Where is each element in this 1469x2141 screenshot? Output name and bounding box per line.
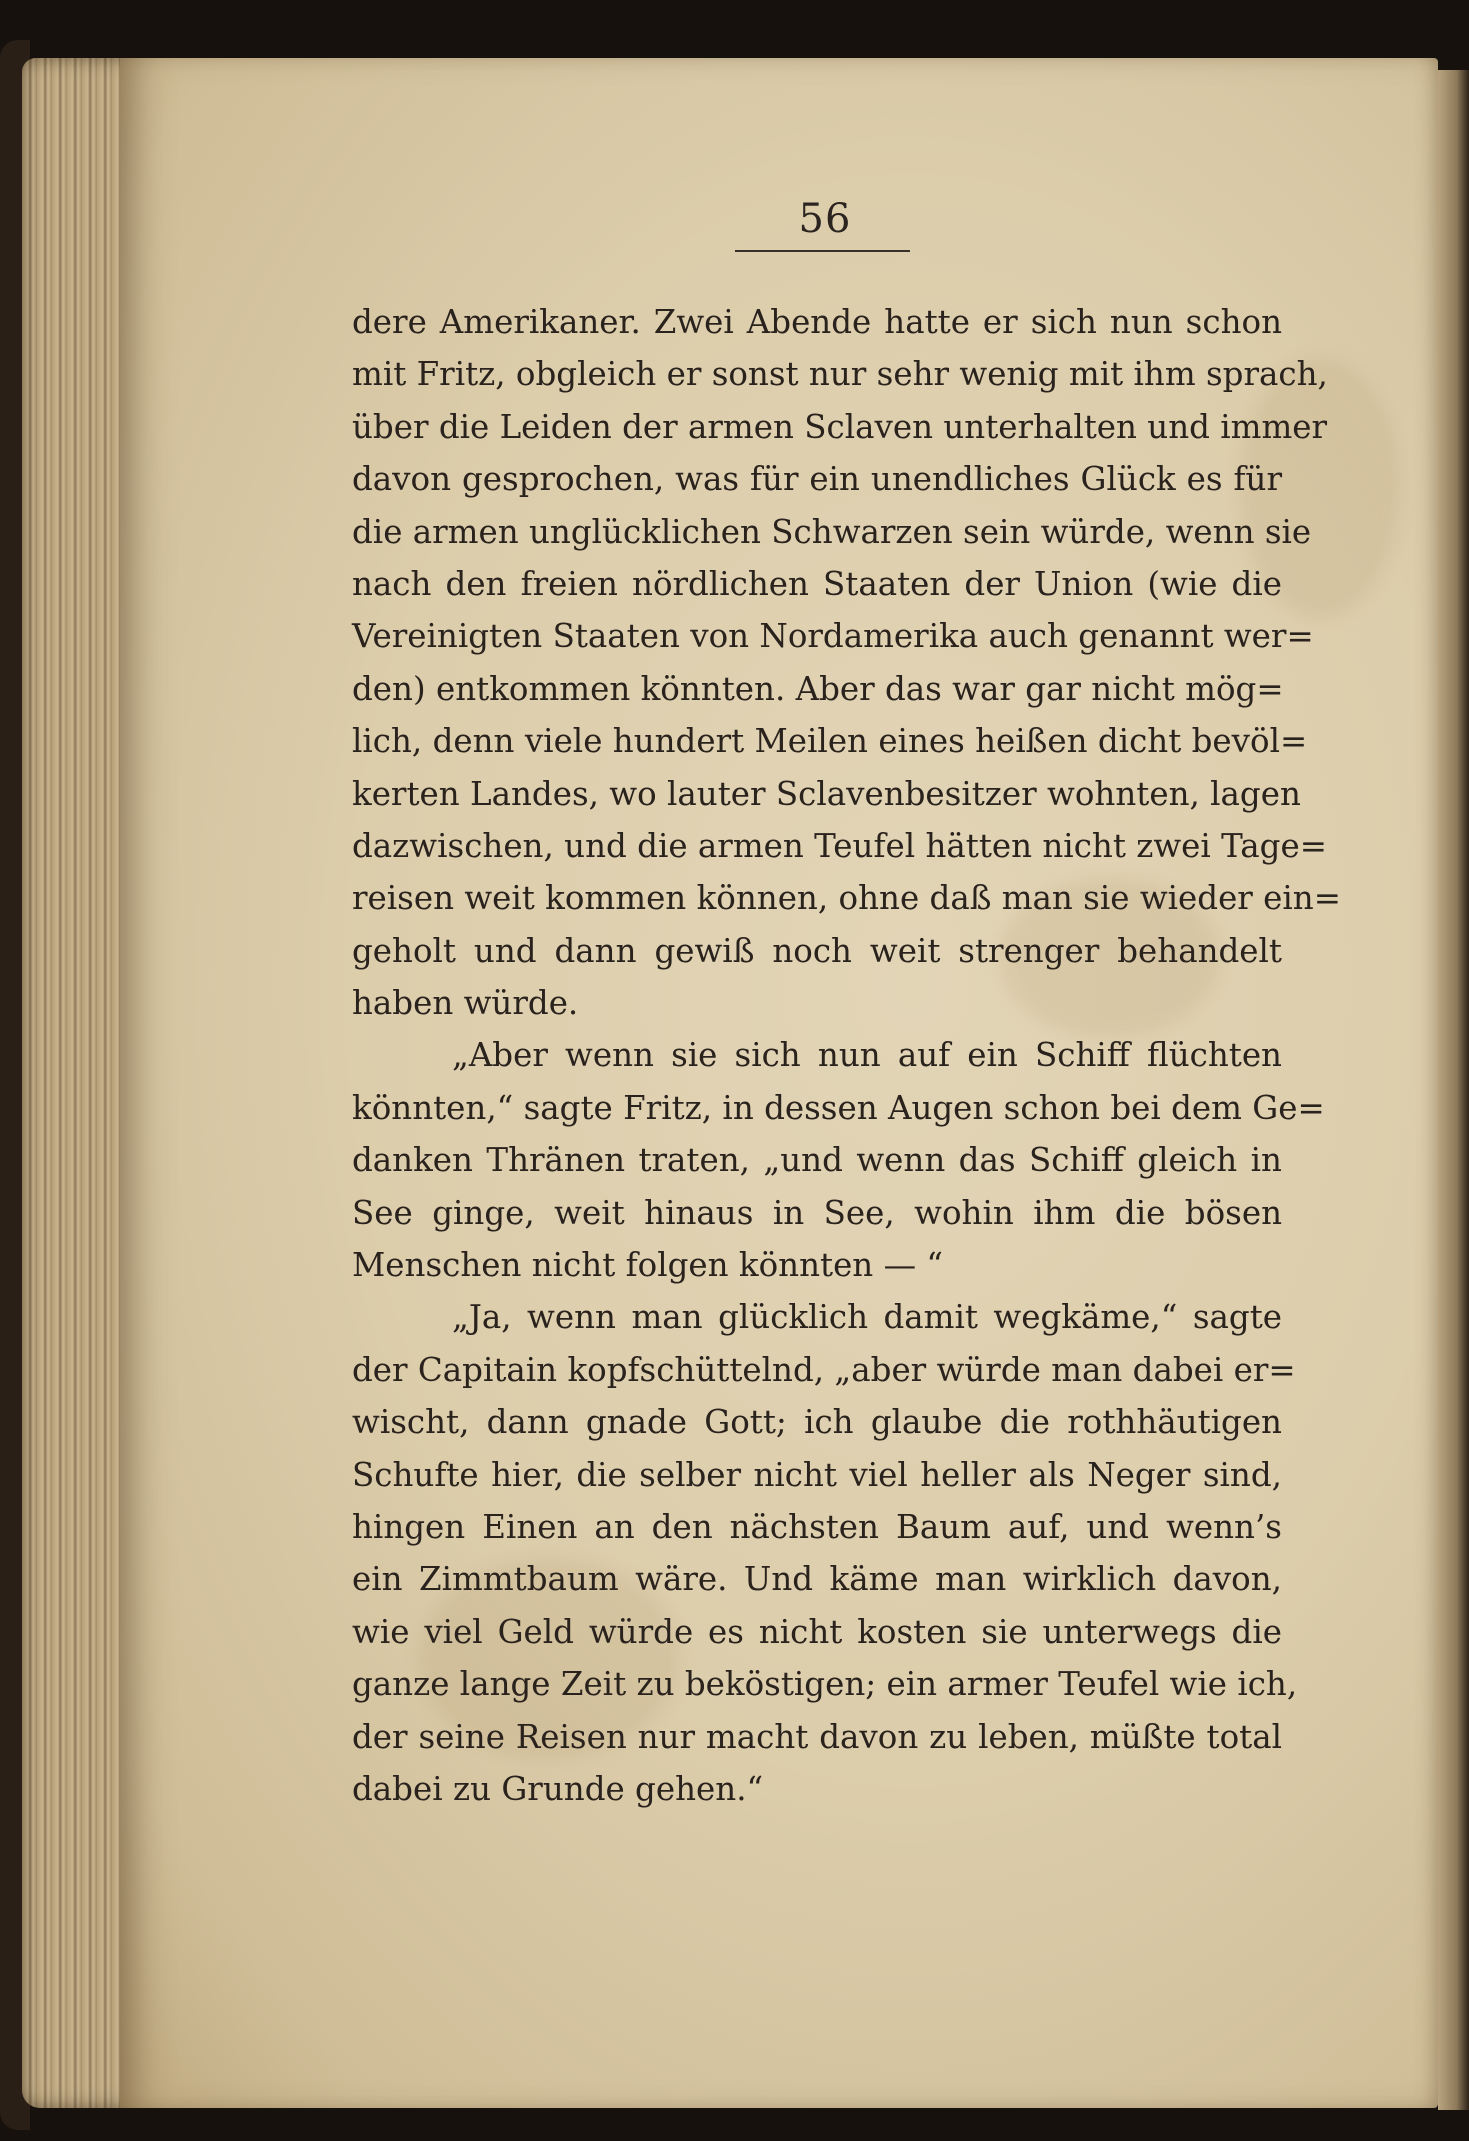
body-text	[352, 296, 1341, 1815]
text-line: hingen Einen an den nächsten Baum auf, und wenn’s	[352, 1507, 1282, 1546]
text-line: Schufte hier, die selber nicht viel heller als Neger sind,	[352, 1455, 1282, 1494]
text-line: kerten Landes, wo lauter Sclavenbesitzer wohnten, lagen	[352, 774, 1301, 813]
text-line: mit Fritz, obgleich er sonst nur sehr wenig mit ihm sprach,	[352, 355, 1328, 394]
header-rule	[735, 250, 910, 252]
text-line: ein Zimmtbaum wäre. Und käme man wirklich davon,	[352, 1560, 1282, 1599]
text-line: den) entkommen könnten. Aber das war gar nicht mög=	[352, 669, 1284, 708]
text-line: dazwischen, und die armen Teufel hätten nicht zwei Tage=	[352, 826, 1327, 865]
text-line: dabei zu Grunde gehen.“	[352, 1769, 764, 1808]
text-line: danken Thränen traten, „und wenn das Schiff gleich in	[352, 1141, 1282, 1180]
text-line: der Capitain kopfschüttelnd, „aber würde man dabei er=	[352, 1350, 1296, 1389]
text-line: Vereinigten Staaten von Nordamerika auch genannt wer=	[352, 617, 1314, 656]
text-line: könnten,“ sagte Fritz, in dessen Augen schon bei dem Ge=	[352, 1088, 1325, 1127]
page-gutter	[1438, 70, 1469, 2110]
text-line: nach den freien nördlichen Staaten der Union (wie die	[352, 564, 1282, 603]
text-line: „Ja, wenn man glücklich damit wegkäme,“ sagte	[452, 1298, 1282, 1337]
text-line: ganze lange Zeit zu beköstigen; ein armer Teufel wie ich,	[352, 1665, 1298, 1704]
text-line: über die Leiden der armen Sclaven unterhalten und immer	[352, 407, 1328, 446]
text-line: wie viel Geld würde es nicht kosten sie unterwegs die	[352, 1612, 1282, 1651]
text-line: geholt und dann gewiß noch weit strenger behandelt	[352, 931, 1282, 970]
text-line: lich, denn viele hundert Meilen eines heißen dicht bevöl=	[352, 722, 1308, 761]
text-line: davon gesprochen, was für ein unendliches Glück es für	[352, 460, 1282, 499]
text-line: See ginge, weit hinaus in See, wohin ihm die bösen	[352, 1193, 1282, 1232]
text-line: haben würde.	[352, 984, 579, 1023]
text-line: wischt, dann gnade Gott; ich glaube die rothhäutigen	[352, 1403, 1282, 1442]
text-line: reisen weit kommen können, ohne daß man sie wieder ein=	[352, 879, 1341, 918]
text-line: „Aber wenn sie sich nun auf ein Schiff flüchten	[452, 1036, 1282, 1075]
text-line: dere Amerikaner. Zwei Abende hatte er sich nun schon	[352, 303, 1282, 341]
page-number: 56	[798, 196, 852, 242]
text-line: die armen unglücklichen Schwarzen sein würde, wenn sie	[352, 512, 1312, 551]
text-line: Menschen nicht folgen könnten — “	[352, 1246, 944, 1285]
text-line: der seine Reisen nur macht davon zu leben, müßte total	[352, 1717, 1282, 1756]
